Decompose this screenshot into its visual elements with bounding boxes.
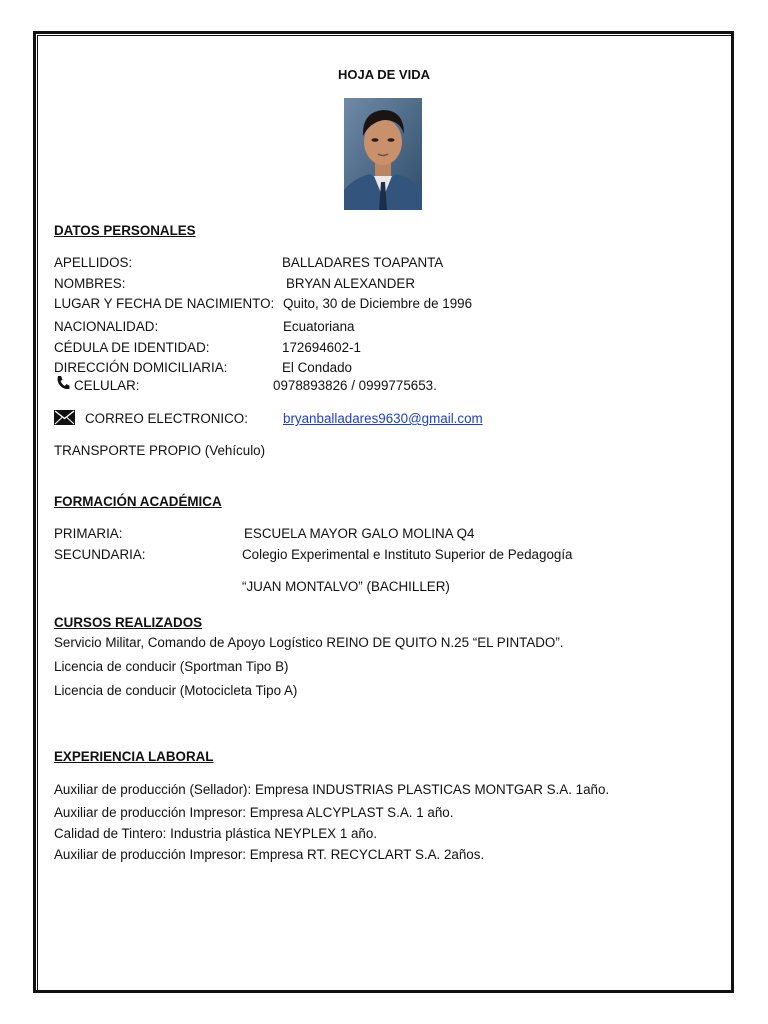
transport-text: TRANSPORTE PROPIO (Vehículo) bbox=[54, 443, 266, 458]
experience-item: Auxiliar de producción (Sellador): Empresa INDUSTRIAS PLASTICAS MONTGAR S.A. 1año. bbox=[54, 782, 610, 797]
birth-label: LUGAR Y FECHA DE NACIMIENTO: bbox=[54, 296, 275, 311]
course-item: Servicio Militar, Comando de Apoyo Logístico REINO DE QUITO N.25 “EL PINTADO”. bbox=[54, 635, 564, 650]
primary-value: ESCUELA MAYOR GALO MOLINA Q4 bbox=[244, 526, 475, 541]
experience-heading: EXPERIENCIA LABORAL bbox=[54, 749, 214, 764]
experience-item: Calidad de Tintero: Industria plástica NEYPLEX 1 año. bbox=[54, 826, 378, 841]
cellphone-value: 0978893826 / 0999775653. bbox=[273, 378, 437, 393]
address-label: DIRECCIÓN DOMICILIARIA: bbox=[54, 360, 228, 375]
experience-item: Auxiliar de producción Impresor: Empresa RT. RECYCLART S.A. 2años. bbox=[54, 847, 485, 862]
profile-photo bbox=[344, 98, 422, 210]
courses-heading: CURSOS REALIZADOS bbox=[54, 615, 203, 630]
email-label: CORREO ELECTRONICO: bbox=[85, 411, 248, 426]
phone-icon bbox=[56, 375, 70, 390]
secondary-value: Colegio Experimental e Instituto Superior de Pedagogía bbox=[242, 547, 573, 562]
email-link[interactable]: bryanballadares9630@gmail.com bbox=[283, 411, 483, 426]
secondary-value-2: “JUAN MONTALVO” (BACHILLER) bbox=[242, 579, 450, 594]
nationality-label: NACIONALIDAD: bbox=[54, 319, 159, 334]
id-card-value: 172694602-1 bbox=[282, 340, 361, 355]
education-heading: FORMACIÓN ACADÉMICA bbox=[54, 494, 222, 509]
course-item: Licencia de conducir (Motocicleta Tipo A) bbox=[54, 683, 298, 698]
birth-value: Quito, 30 de Diciembre de 1996 bbox=[283, 296, 473, 311]
id-card-label: CÉDULA DE IDENTIDAD: bbox=[54, 340, 210, 355]
nationality-value: Ecuatoriana bbox=[283, 319, 355, 334]
document-title: HOJA DE VIDA bbox=[338, 67, 430, 82]
address-value: El Condado bbox=[282, 360, 352, 375]
experience-item: Auxiliar de producción Impresor: Empresa ALCYPLAST S.A. 1 año. bbox=[54, 805, 454, 820]
envelope-icon bbox=[54, 410, 75, 425]
course-item: Licencia de conducir (Sportman Tipo B) bbox=[54, 659, 289, 674]
cellphone-label: CELULAR: bbox=[74, 378, 140, 393]
names-value: BRYAN ALEXANDER bbox=[286, 276, 415, 291]
primary-label: PRIMARIA: bbox=[54, 526, 123, 541]
secondary-label: SECUNDARIA: bbox=[54, 547, 146, 562]
names-label: NOMBRES: bbox=[54, 276, 126, 291]
surname-value: BALLADARES TOAPANTA bbox=[282, 255, 444, 270]
surname-label: APELLIDOS: bbox=[54, 255, 133, 270]
personal-data-heading: DATOS PERSONALES bbox=[54, 223, 196, 238]
